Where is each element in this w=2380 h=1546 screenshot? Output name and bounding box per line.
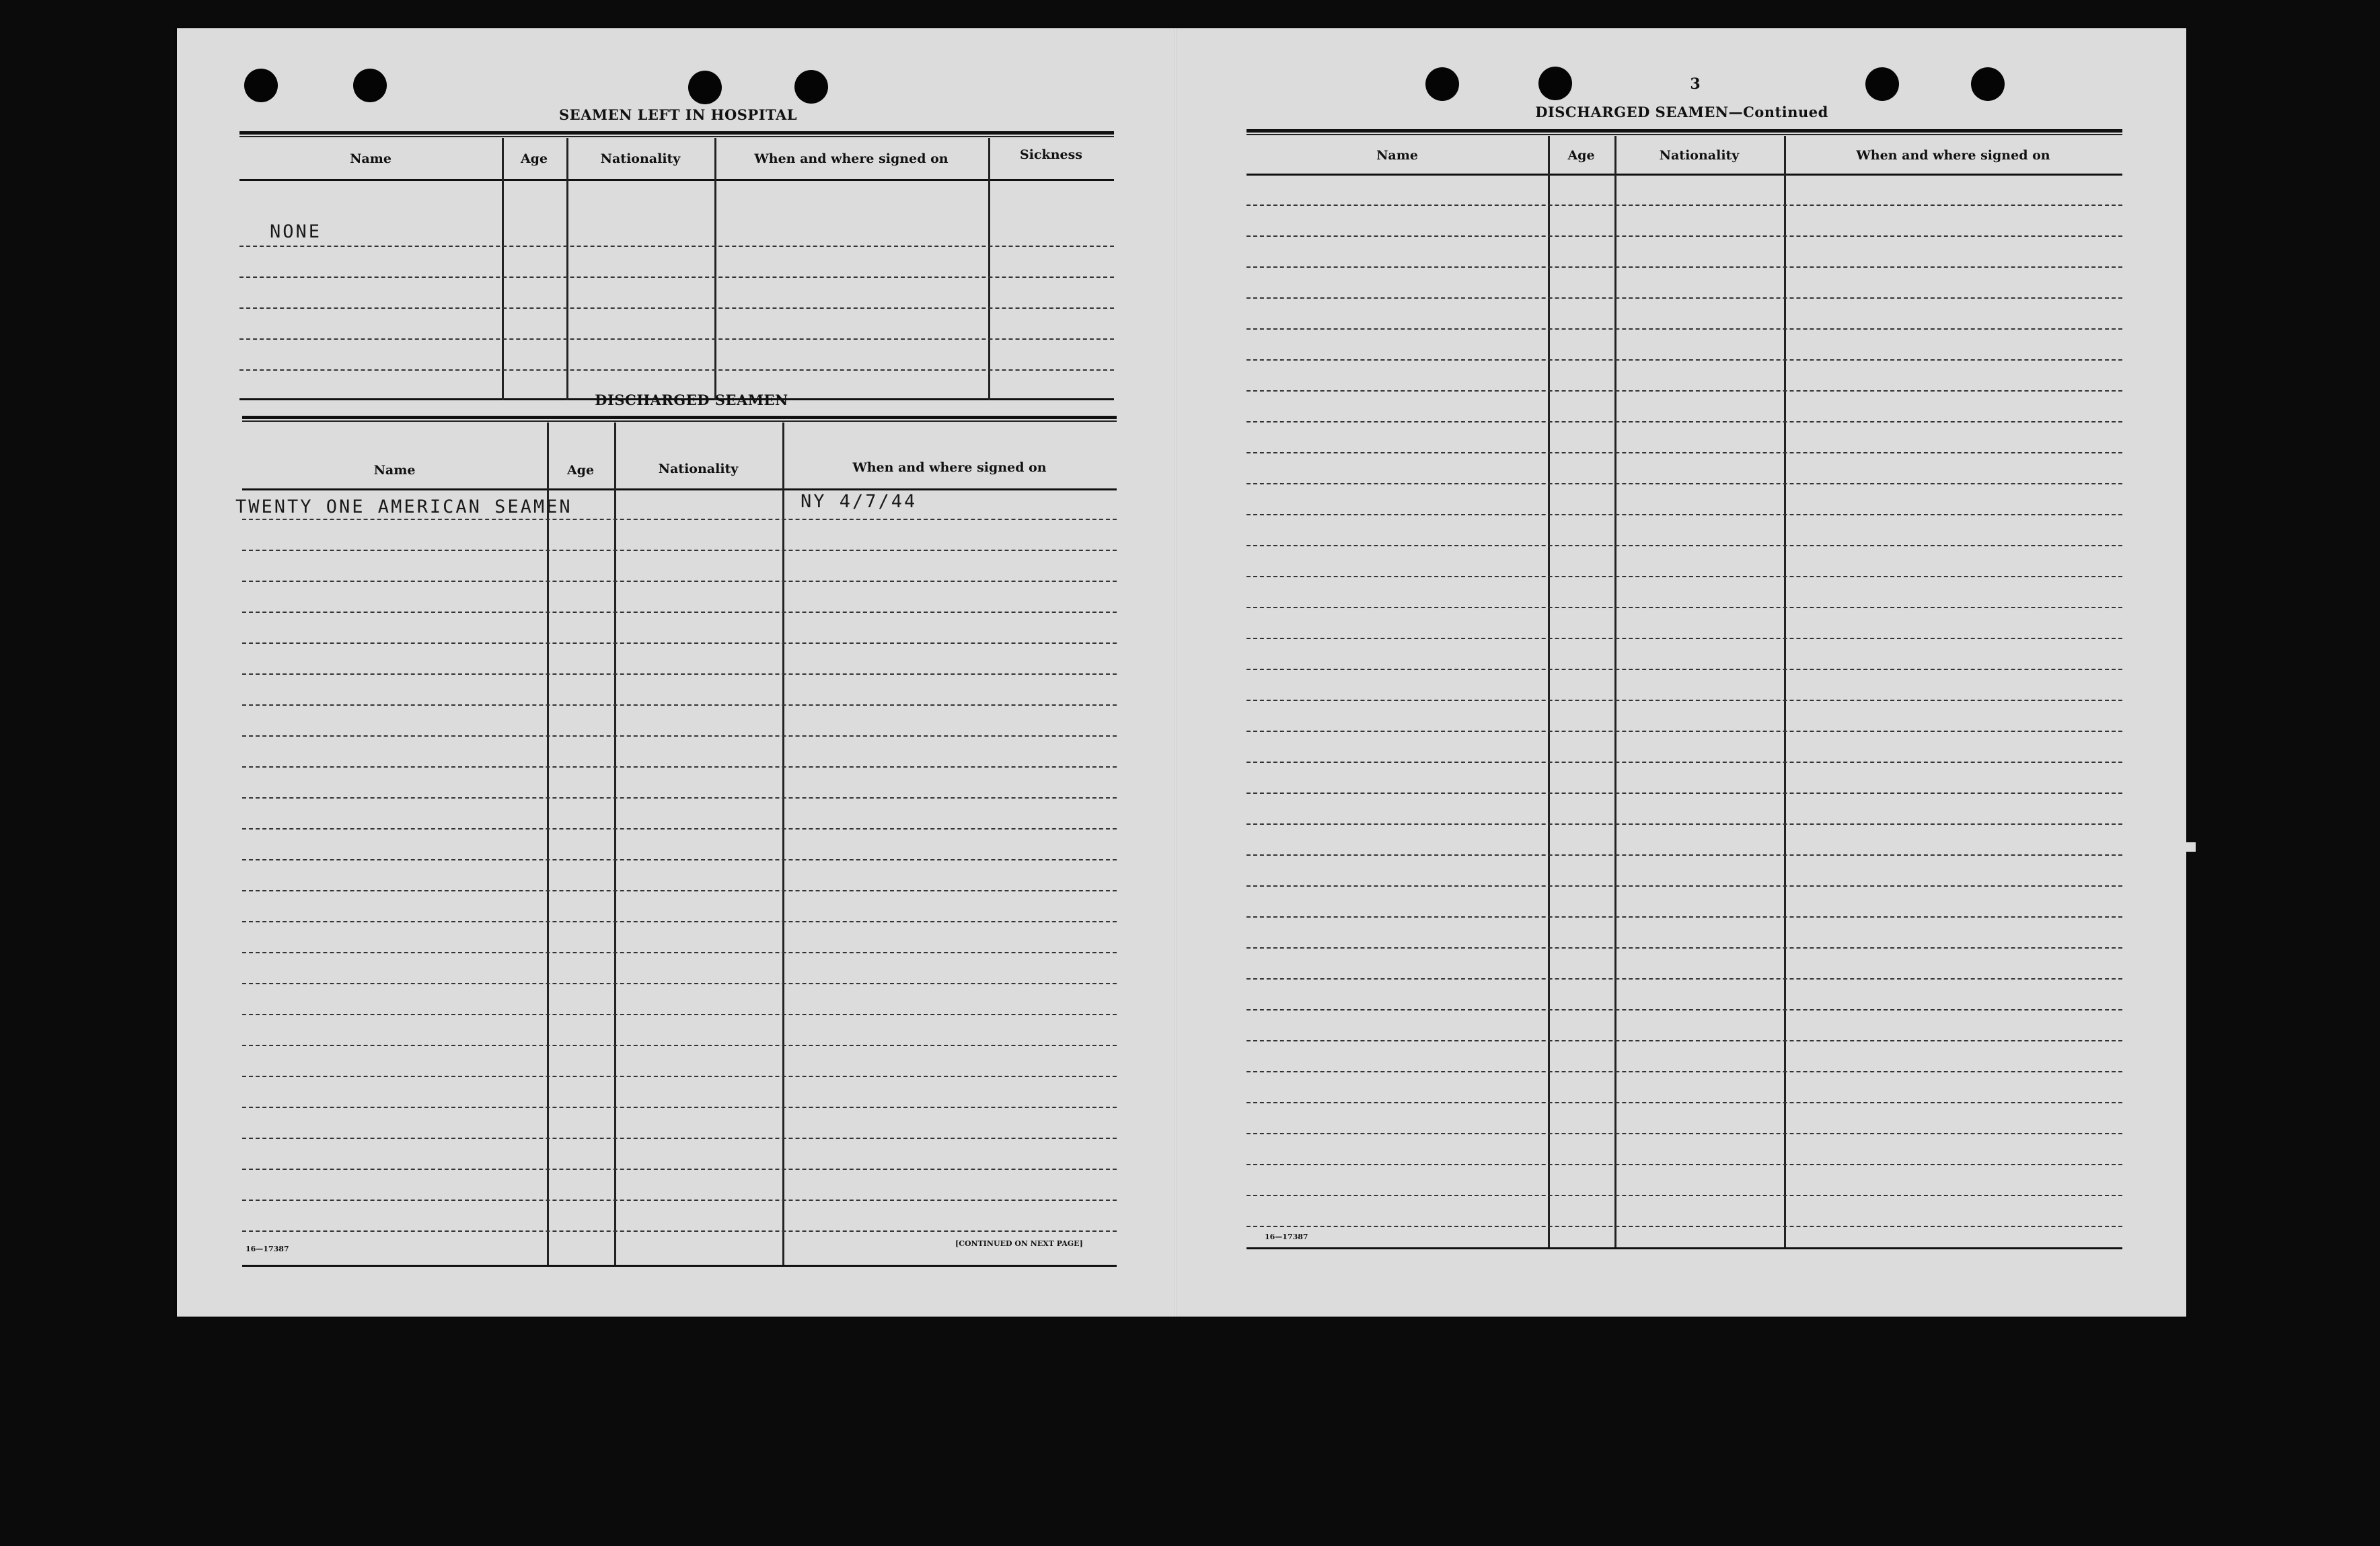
page-fold (1175, 28, 1177, 1317)
punch-hole (244, 69, 278, 102)
col-header-signed-on: When and where signed on (1856, 148, 2050, 163)
discharged-entry-signed-on: NY 4/7/44 (801, 491, 918, 512)
hospital-table (239, 131, 1114, 400)
col-header-nationality: Nationality (1659, 148, 1740, 163)
discharged-continued-table (1247, 129, 2122, 1259)
right-form-number: 16—17387 (1265, 1232, 1308, 1241)
discharged-table (235, 416, 1117, 1270)
col-header-name: Name (350, 151, 392, 166)
col-header-signed-on: When and where signed on (852, 460, 1047, 475)
discharged-entry-name: TWENTY ONE AMERICAN SEAMEN (235, 496, 572, 517)
continued-note: [CONTINUED ON NEXT PAGE] (955, 1239, 1083, 1248)
punch-hole (1865, 67, 1899, 101)
discharged-section-title: DISCHARGED SEAMEN (595, 392, 788, 408)
punch-hole (1971, 67, 2005, 101)
col-header-age: Age (566, 463, 595, 478)
col-header-name: Name (1376, 148, 1418, 163)
punch-hole (353, 69, 387, 102)
left-form-number: 16—17387 (246, 1245, 289, 1253)
punch-hole (1538, 67, 1572, 100)
binding-tab (2185, 842, 2196, 852)
punch-hole (794, 70, 828, 104)
col-header-nationality: Nationality (600, 151, 681, 166)
hospital-section-title: SEAMEN LEFT IN HOSPITAL (558, 106, 798, 123)
col-header-nationality: Nationality (658, 462, 739, 476)
page-number: 3 (1690, 75, 1701, 93)
discharged-continued-title: DISCHARGED SEAMEN—Continued (1535, 104, 1828, 120)
col-header-signed-on: When and where signed on (754, 151, 949, 166)
col-header-age: Age (520, 151, 548, 166)
hospital-entry-name: NONE (270, 221, 322, 242)
document-sheet (177, 28, 2186, 1317)
col-header-age: Age (1567, 148, 1595, 163)
col-header-name: Name (373, 463, 416, 478)
punch-hole (688, 71, 722, 104)
punch-hole (1425, 67, 1459, 101)
col-header-sickness: Sickness (1020, 147, 1082, 162)
